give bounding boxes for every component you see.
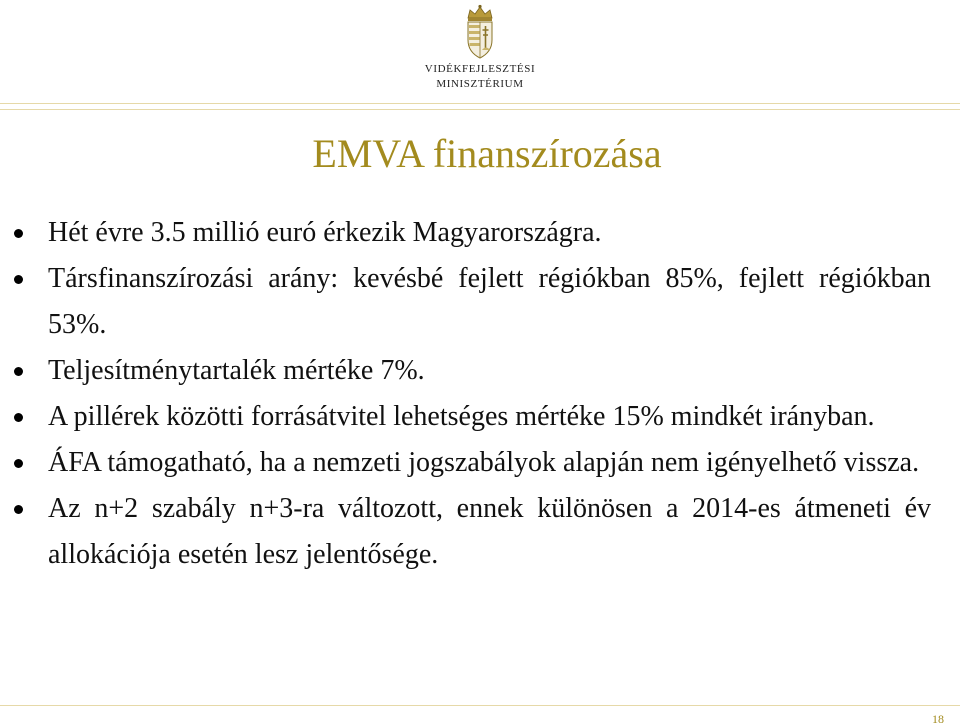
ministry-name-line1: VIDÉKFEJLESZTÉSI	[424, 63, 536, 75]
coat-of-arms-icon	[460, 4, 500, 60]
bullet-item	[48, 210, 931, 256]
bullet-text: Teljesítménytartalék mértéke 7%.	[48, 355, 425, 386]
bullet-item	[48, 256, 931, 348]
slide-title: EMVA finanszírozása	[312, 131, 662, 176]
bullet-list	[0, 210, 960, 578]
bullet-text: Hét évre 3.5 millió euró érkezik Magyarországra.	[48, 217, 602, 248]
bullet-text: Az n+2 szabály n+3-ra változott, ennek különösen a 2014-es átmeneti év allokációja esetén lesz jelentősége.	[48, 493, 931, 570]
bullet-item	[48, 486, 931, 578]
bullet-icon	[14, 413, 23, 422]
ministry-logo	[400, 4, 560, 98]
bullet-icon	[14, 459, 23, 468]
bullet-text: ÁFA támogatható, ha a nemzeti jogszabályok alapján nem igényelhető vissza.	[48, 447, 920, 478]
bullet-text: Társfinanszírozási arány: kevésbé fejlett régiókban 85%, fejlett régiókban 53%.	[48, 263, 931, 340]
header-divider-secondary	[0, 109, 960, 110]
bullet-item	[48, 440, 931, 486]
header-divider	[0, 103, 960, 104]
bullet-icon	[14, 229, 23, 238]
bullet-text: A pillérek közötti forrásátvitel lehetséges mértéke 15% mindkét irányban.	[48, 401, 875, 432]
bullet-icon	[14, 367, 23, 376]
footer-divider	[0, 705, 960, 706]
bullet-item	[48, 394, 931, 440]
bullet-icon	[14, 275, 23, 284]
bullet-icon	[14, 505, 23, 514]
page-number: 18	[932, 712, 944, 726]
ministry-name-line2: MINISZTÉRIUM	[436, 78, 524, 90]
bullet-item	[48, 348, 931, 394]
